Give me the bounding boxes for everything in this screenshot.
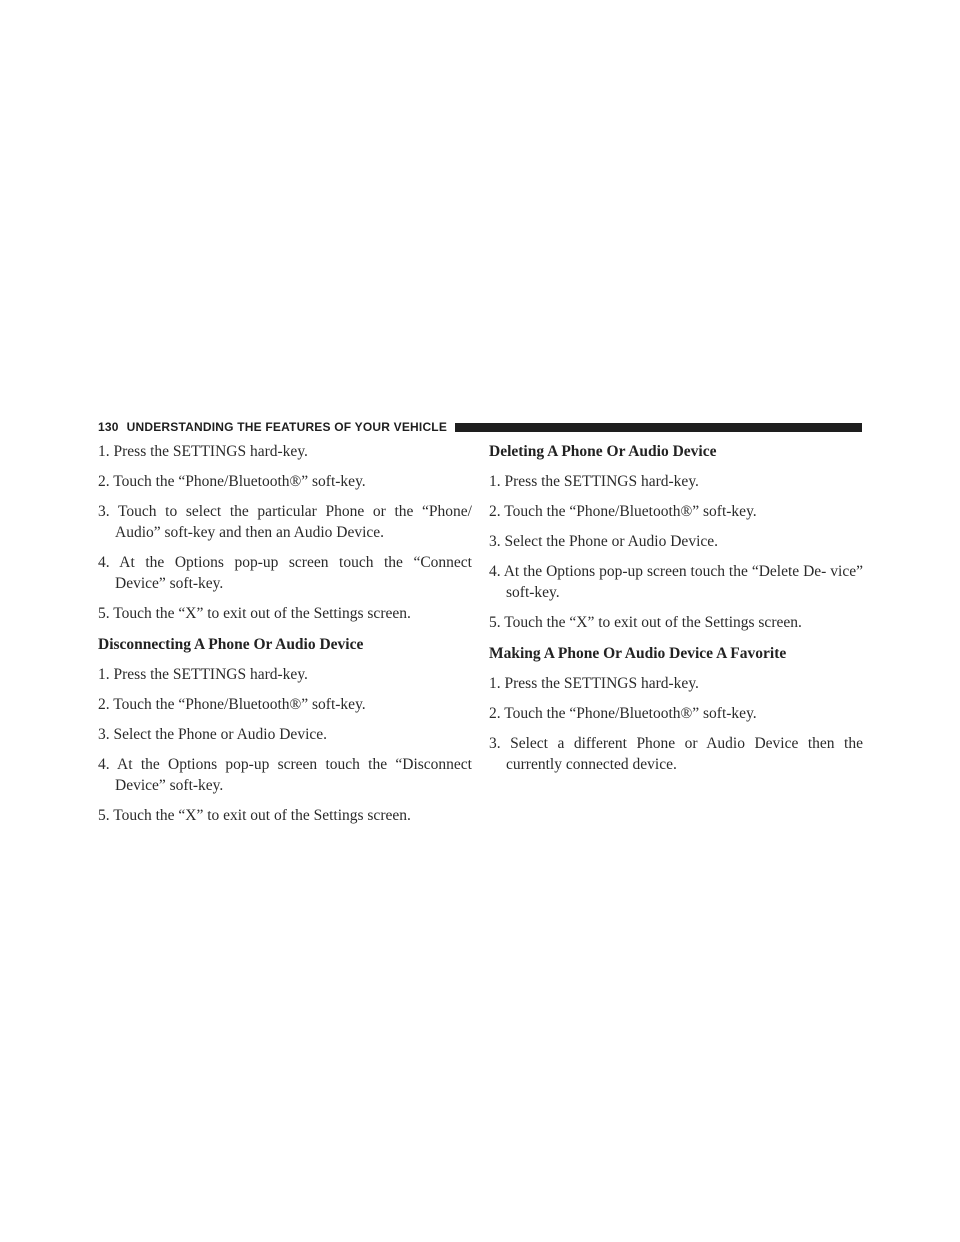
disconnect-step-3: 3. Select the Phone or Audio Device. (98, 726, 328, 743)
connect-step-2: 2. Touch the “Phone/Bluetooth®” soft-key. (98, 473, 366, 490)
delete-step-5: 5. Touch the “X” to exit out of the Settings screen. (489, 614, 802, 631)
disconnect-step-1: 1. Press the SETTINGS hard-key. (98, 666, 308, 683)
connect-step-1: 1. Press the SETTINGS hard-key. (98, 443, 308, 460)
delete-step-4: 4. At the Options pop-up screen touch the “Delete De- vice” soft-key. (489, 563, 863, 601)
delete-step-3: 3. Select the Phone or Audio Device. (489, 533, 719, 550)
disconnect-step-2: 2. Touch the “Phone/Bluetooth®” soft-key. (98, 696, 366, 713)
disconnect-step-4: 4. At the Options pop-up screen touch the “Disconnect Device” soft-key. (98, 756, 472, 794)
favorite-step-3: 3. Select a different Phone or Audio Device then the currently connected device. (489, 735, 863, 773)
page-number: 130 (98, 420, 119, 434)
connect-step-5: 5. Touch the “X” to exit out of the Settings screen. (98, 605, 411, 622)
delete-step-1: 1. Press the SETTINGS hard-key. (489, 473, 699, 490)
section-title: UNDERSTANDING THE FEATURES OF YOUR VEHICLE (126, 420, 448, 434)
left-column (98, 441, 472, 835)
favorite-heading: Making A Phone Or Audio Device A Favorite (489, 645, 787, 662)
disconnect-step-5: 5. Touch the “X” to exit out of the Settings screen. (98, 807, 411, 824)
right-column (489, 441, 863, 784)
header-rule (455, 423, 862, 432)
disconnect-heading: Disconnecting A Phone Or Audio Device (98, 636, 364, 653)
connect-step-3: 3. Touch to select the particular Phone or the “Phone/ Audio” soft-key and then an Audio Device. (98, 503, 472, 541)
favorite-step-2: 2. Touch the “Phone/Bluetooth®” soft-key. (489, 705, 757, 722)
delete-step-2: 2. Touch the “Phone/Bluetooth®” soft-key. (489, 503, 757, 520)
favorite-step-1: 1. Press the SETTINGS hard-key. (489, 675, 699, 692)
delete-heading: Deleting A Phone Or Audio Device (489, 443, 717, 460)
page-header (98, 420, 862, 434)
connect-step-4: 4. At the Options pop-up screen touch the “Connect Device” soft-key. (98, 554, 472, 592)
